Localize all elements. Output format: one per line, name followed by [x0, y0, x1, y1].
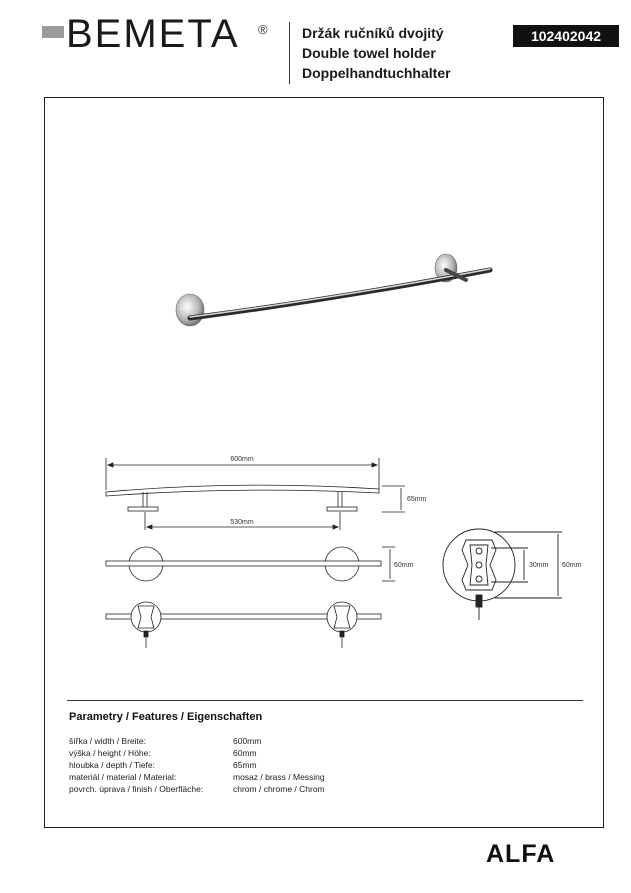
param-label-width: šířka / width / Breite: — [69, 736, 146, 746]
parameters-divider — [67, 700, 583, 701]
title-de: Doppelhandtuchhalter — [302, 65, 451, 81]
param-value-width: 600mm — [233, 736, 262, 746]
parameters-title: Parametry / Features / Eigenschaften — [69, 711, 263, 723]
mounting-view — [106, 602, 381, 648]
brand-logo: BEMETA — [66, 12, 240, 56]
dim-mount-spacing: 530mm — [230, 519, 254, 526]
product-photo — [176, 254, 490, 326]
param-label-depth: hloubka / depth / Tiefe: — [69, 760, 156, 770]
product-name: ALFA — [486, 840, 556, 868]
dim-plate-inner: 30mm — [529, 562, 549, 569]
param-label-material: materiál / material / Material: — [69, 772, 177, 782]
title-cz: Držák ručníků dvojitý — [302, 25, 444, 41]
dim-depth: 65mm — [407, 496, 427, 503]
param-value-finish: chrom / chrome / Chrom — [233, 784, 325, 794]
param-value-depth: 65mm — [233, 760, 257, 770]
product-code: 102402042 — [513, 25, 619, 47]
dim-width-total: 600mm — [230, 456, 254, 463]
dim-plate-outer: 60mm — [562, 562, 582, 569]
plate-detail — [443, 529, 562, 620]
front-view — [106, 547, 395, 581]
param-label-finish: povrch. úprava / finish / Oberfläche: — [69, 784, 204, 794]
registered-mark: ® — [258, 22, 268, 37]
param-label-height: výška / height / Höhe: — [69, 748, 151, 758]
dim-height-front: 60mm — [394, 562, 414, 569]
param-value-material: mosaz / brass / Messing — [233, 772, 325, 782]
side-view — [106, 458, 405, 530]
title-en: Double towel holder — [302, 45, 436, 61]
param-value-height: 60mm — [233, 748, 257, 758]
